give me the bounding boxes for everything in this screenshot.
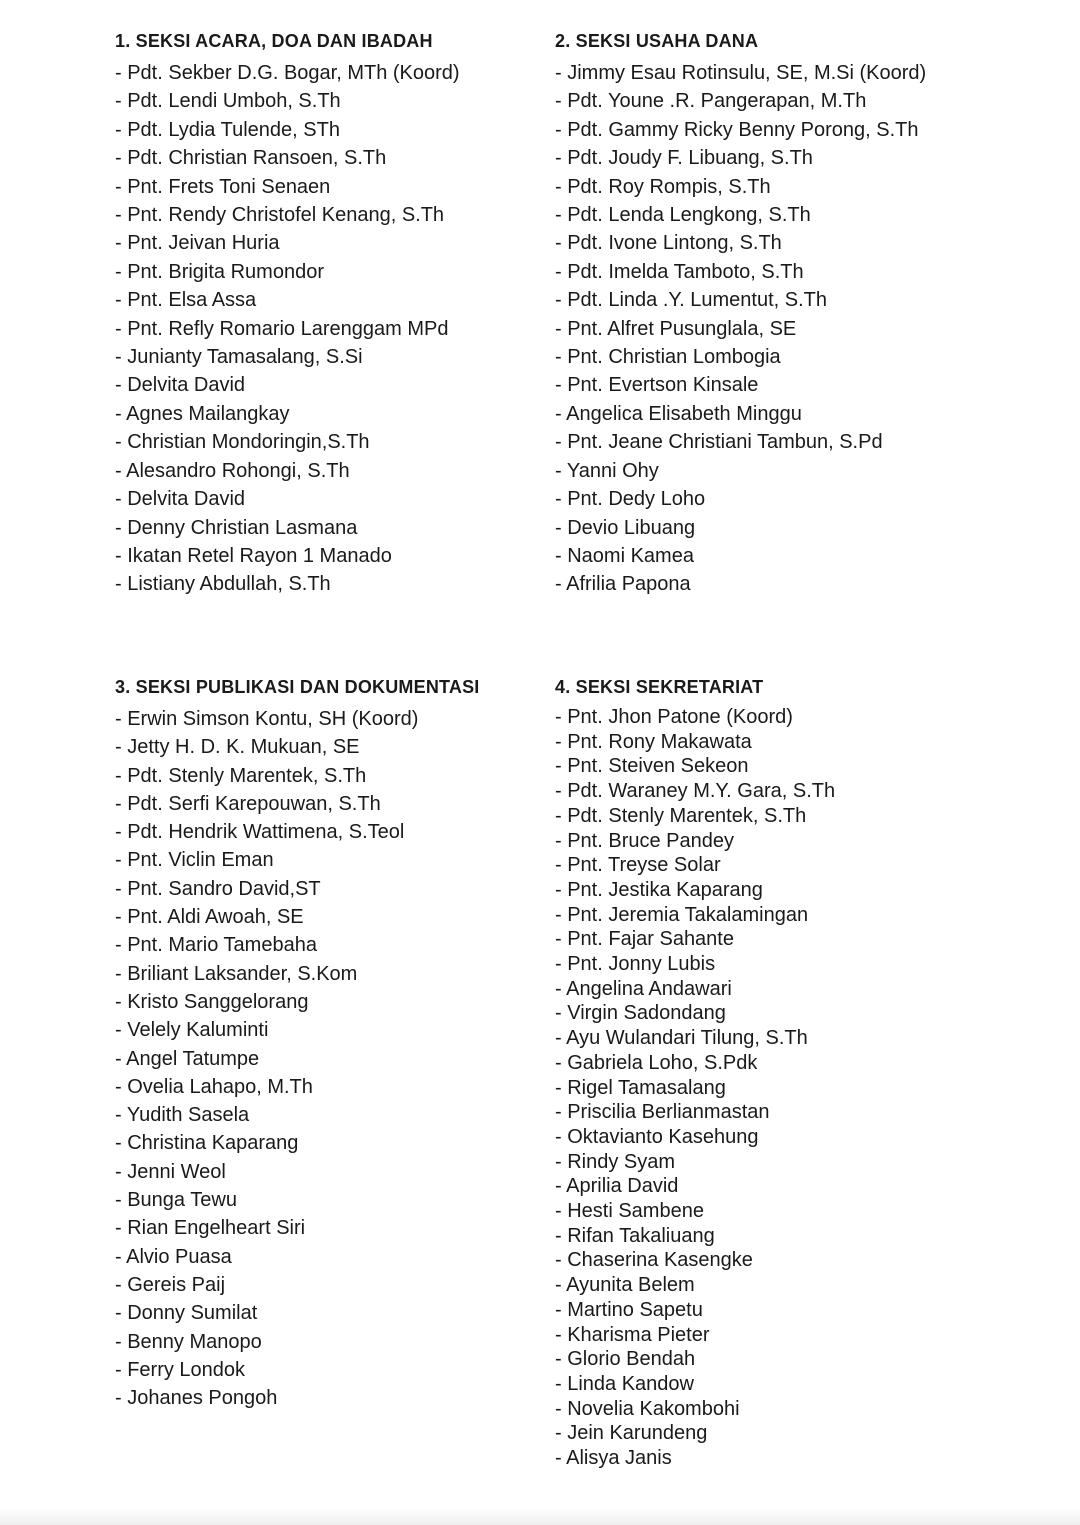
member-item: - Erwin Simson Kontu, SH (Koord)	[115, 705, 535, 733]
member-item: - Angelica Elisabeth Minggu	[555, 400, 1055, 428]
member-item: - Pnt. Viclin Eman	[115, 846, 535, 874]
member-item: - Pnt. Brigita Rumondor	[115, 258, 535, 286]
member-item: - Johanes Pongoh	[115, 1384, 535, 1412]
section-title: 3. SEKSI PUBLIKASI DAN DOKUMENTASI	[115, 677, 480, 697]
member-item: - Pnt. Mario Tamebaha	[115, 931, 535, 959]
member-item: - Gabriela Loho, S.Pdk	[555, 1051, 1055, 1076]
member-item: - Ayu Wulandari Tilung, S.Th	[555, 1026, 1055, 1051]
member-item: - Rigel Tamasalang	[555, 1076, 1055, 1101]
member-item: - Naomi Kamea	[555, 542, 1055, 570]
member-item: - Pdt. Youne .R. Pangerapan, M.Th	[555, 87, 1055, 115]
member-item: - Pnt. Rendy Christofel Kenang, S.Th	[115, 201, 535, 229]
member-item: - Hesti Sambene	[555, 1199, 1055, 1224]
member-item: - Jenni Weol	[115, 1158, 535, 1186]
member-item: - Alisya Janis	[555, 1446, 1055, 1471]
member-item: - Pdt. Joudy F. Libuang, S.Th	[555, 144, 1055, 172]
member-item: - Pnt. Bruce Pandey	[555, 829, 1055, 854]
section-title: 1. SEKSI ACARA, DOA DAN IBADAH	[115, 31, 433, 51]
member-item: - Listiany Abdullah, S.Th	[115, 570, 535, 598]
section-acara-doa-ibadah	[115, 28, 535, 599]
member-item: - Ferry Londok	[115, 1356, 535, 1384]
member-item: - Pnt. Sandro David,ST	[115, 875, 535, 903]
member-item: - Priscilia Berlianmastan	[555, 1100, 1055, 1125]
member-item: - Pnt. Aldi Awoah, SE	[115, 903, 535, 931]
member-item: - Denny Christian Lasmana	[115, 514, 535, 542]
member-item: - Afrilia Papona	[555, 570, 1055, 598]
member-item: - Pnt. Steiven Sekeon	[555, 754, 1055, 779]
member-item: - Linda Kandow	[555, 1372, 1055, 1397]
member-item: - Pdt. Roy Rompis, S.Th	[555, 173, 1055, 201]
member-item: - Pnt. Elsa Assa	[115, 286, 535, 314]
member-item: - Rifan Takaliuang	[555, 1224, 1055, 1249]
member-item: - Rian Engelheart Siri	[115, 1214, 535, 1242]
section-usaha-dana	[555, 28, 1055, 599]
member-list	[555, 705, 1055, 1471]
member-item: - Junianty Tamasalang, S.Si	[115, 343, 535, 371]
member-item: - Virgin Sadondang	[555, 1001, 1055, 1026]
member-list	[115, 59, 535, 599]
member-item: - Oktavianto Kasehung	[555, 1125, 1055, 1150]
page-bottom-edge	[0, 1507, 1080, 1525]
member-item: - Kharisma Pieter	[555, 1323, 1055, 1348]
member-item: - Pdt. Stenly Marentek, S.Th	[555, 804, 1055, 829]
member-item: - Devio Libuang	[555, 514, 1055, 542]
member-item: - Yudith Sasela	[115, 1101, 535, 1129]
member-item: - Pnt. Dedy Loho	[555, 485, 1055, 513]
member-item: - Pnt. Jeivan Huria	[115, 229, 535, 257]
member-item: - Chaserina Kasengke	[555, 1248, 1055, 1273]
member-item: - Pdt. Lenda Lengkong, S.Th	[555, 201, 1055, 229]
member-item: - Angelina Andawari	[555, 977, 1055, 1002]
member-item: - Pnt. Christian Lombogia	[555, 343, 1055, 371]
member-item: - Pdt. Christian Ransoen, S.Th	[115, 144, 535, 172]
member-item: - Rindy Syam	[555, 1150, 1055, 1175]
member-item: - Pnt. Alfret Pusunglala, SE	[555, 315, 1055, 343]
member-item: - Martino Sapetu	[555, 1298, 1055, 1323]
member-item: - Glorio Bendah	[555, 1347, 1055, 1372]
member-item: - Pnt. Jonny Lubis	[555, 952, 1055, 977]
member-item: - Delvita David	[115, 485, 535, 513]
member-item: - Donny Sumilat	[115, 1299, 535, 1327]
member-item: - Ayunita Belem	[555, 1273, 1055, 1298]
member-item: - Pdt. Stenly Marentek, S.Th	[115, 762, 535, 790]
member-item: - Pnt. Treyse Solar	[555, 853, 1055, 878]
member-item: - Velely Kaluminti	[115, 1016, 535, 1044]
member-item: - Aprilia David	[555, 1174, 1055, 1199]
member-item: - Briliant Laksander, S.Kom	[115, 960, 535, 988]
member-item: - Pnt. Evertson Kinsale	[555, 371, 1055, 399]
section-title: 4. SEKSI SEKRETARIAT	[555, 677, 764, 697]
member-item: - Pdt. Lydia Tulende, STh	[115, 116, 535, 144]
member-item: - Benny Manopo	[115, 1328, 535, 1356]
member-item: - Gereis Paij	[115, 1271, 535, 1299]
member-item: - Yanni Ohy	[555, 457, 1055, 485]
section-sekretariat	[555, 674, 1055, 1471]
member-item: - Ovelia Lahapo, M.Th	[115, 1073, 535, 1101]
member-item: - Pdt. Ivone Lintong, S.Th	[555, 229, 1055, 257]
member-item: - Pnt. Jestika Kaparang	[555, 878, 1055, 903]
member-item: - Christina Kaparang	[115, 1129, 535, 1157]
member-item: - Pnt. Fajar Sahante	[555, 927, 1055, 952]
member-item: - Pdt. Sekber D.G. Bogar, MTh (Koord)	[115, 59, 535, 87]
member-item: - Alesandro Rohongi, S.Th	[115, 457, 535, 485]
member-item: - Pnt. Refly Romario Larenggam MPd	[115, 315, 535, 343]
member-item: - Pdt. Serfi Karepouwan, S.Th	[115, 790, 535, 818]
member-item: - Pdt. Gammy Ricky Benny Porong, S.Th	[555, 116, 1055, 144]
member-item: - Bunga Tewu	[115, 1186, 535, 1214]
member-item: - Jetty H. D. K. Mukuan, SE	[115, 733, 535, 761]
member-list	[115, 705, 535, 1412]
member-item: - Pdt. Linda .Y. Lumentut, S.Th	[555, 286, 1055, 314]
section-publikasi-dokumentasi	[115, 674, 535, 1412]
member-item: - Pdt. Lendi Umboh, S.Th	[115, 87, 535, 115]
section-title: 2. SEKSI USAHA DANA	[555, 31, 759, 51]
member-item: - Novelia Kakombohi	[555, 1397, 1055, 1422]
member-item: - Jimmy Esau Rotinsulu, SE, M.Si (Koord)	[555, 59, 1055, 87]
member-item: - Pnt. Rony Makawata	[555, 730, 1055, 755]
member-item: - Ikatan Retel Rayon 1 Manado	[115, 542, 535, 570]
member-item: - Pdt. Waraney M.Y. Gara, S.Th	[555, 779, 1055, 804]
member-item: - Pdt. Hendrik Wattimena, S.Teol	[115, 818, 535, 846]
member-item: - Kristo Sanggelorang	[115, 988, 535, 1016]
member-item: - Angel Tatumpe	[115, 1045, 535, 1073]
member-item: - Christian Mondoringin,S.Th	[115, 428, 535, 456]
member-item: - Pnt. Frets Toni Senaen	[115, 173, 535, 201]
member-item: - Alvio Puasa	[115, 1243, 535, 1271]
member-item: - Agnes Mailangkay	[115, 400, 535, 428]
member-item: - Pnt. Jeremia Takalamingan	[555, 903, 1055, 928]
member-item: - Pnt. Jeane Christiani Tambun, S.Pd	[555, 428, 1055, 456]
member-item: - Jein Karundeng	[555, 1421, 1055, 1446]
member-item: - Delvita David	[115, 371, 535, 399]
member-item: - Pnt. Jhon Patone (Koord)	[555, 705, 1055, 730]
member-list	[555, 59, 1055, 599]
member-item: - Pdt. Imelda Tamboto, S.Th	[555, 258, 1055, 286]
